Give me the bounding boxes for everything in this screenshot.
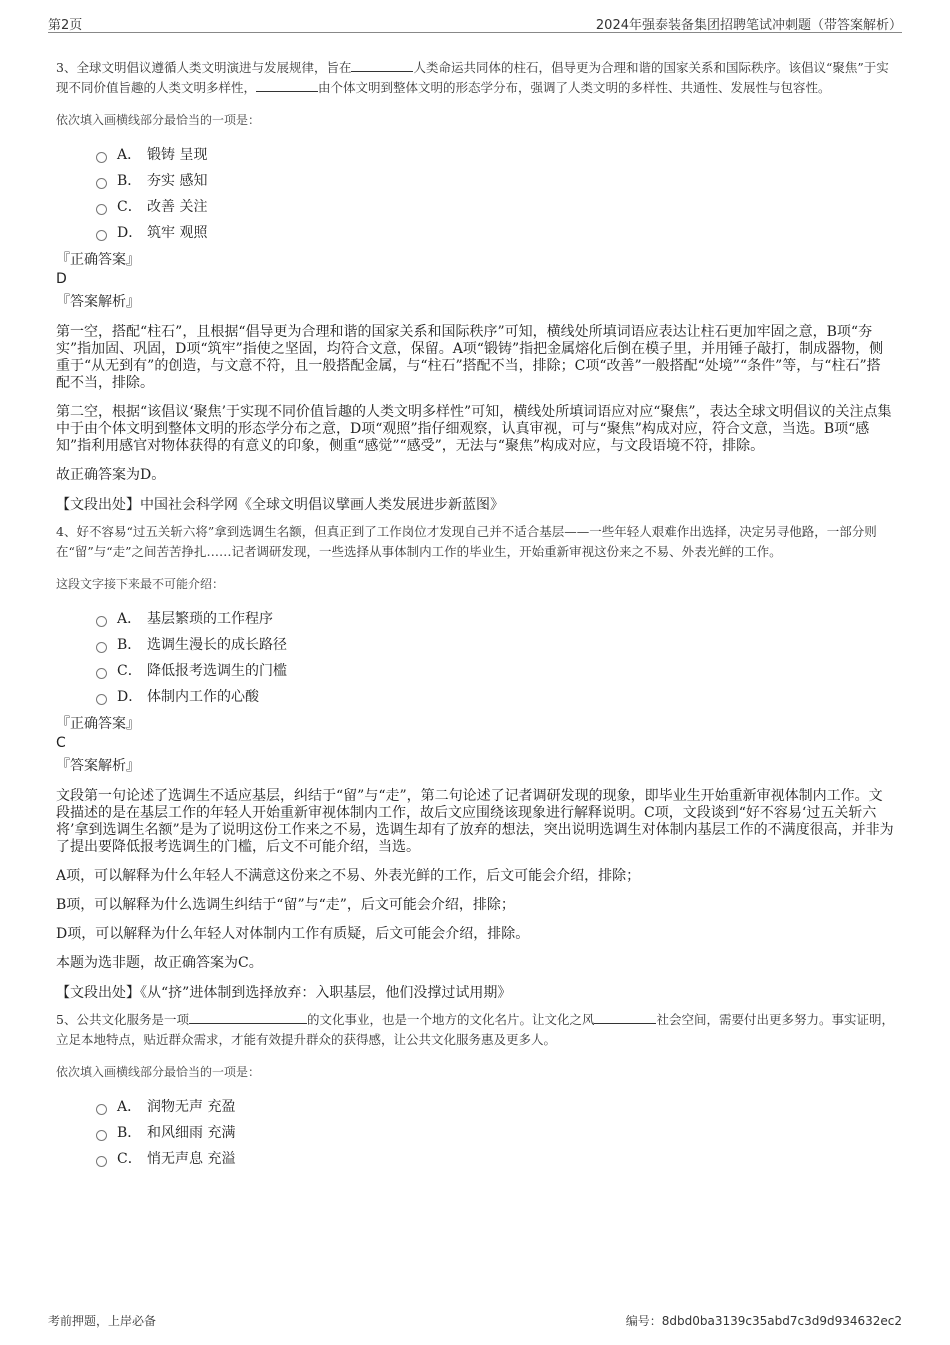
option-b[interactable]: B． 选调生漫长的成长路径 bbox=[96, 632, 894, 658]
radio-icon[interactable] bbox=[96, 616, 107, 627]
radio-icon[interactable] bbox=[96, 642, 107, 653]
option-b[interactable]: B． 和风细雨 充满 bbox=[96, 1120, 894, 1146]
page-footer bbox=[48, 1312, 902, 1332]
question-3 bbox=[56, 58, 894, 514]
answer-blank bbox=[594, 1011, 656, 1024]
analysis-conclusion: 故正确答案为D。 bbox=[56, 467, 166, 483]
footer-slogan: 考前押题，上岸必备 bbox=[48, 1314, 157, 1328]
document-body bbox=[56, 58, 894, 1172]
option-a[interactable]: A． 锻铸 呈现 bbox=[96, 142, 894, 168]
analysis-paragraph: 文段第一句论述了选调生不适应基层，纠结于“留”与“走”，第二句论述了记者调研发现的现象，即毕业生开始重新审视体制内工作。文段描述的是在基层工作的年轻人开始重新审视体制内工作，故后文应围绕该现象进行解释说明。C项，文段谈到“好不容易‘过五关斩六将’拿到选调生名额”是为了说明这份工作来之不易，选调生却有了放弃的想法，突出说明选调生对体制内基层工作的不满度很高，并非为了提出要降低报考选调生的门槛，后文不可能介绍，当选。 bbox=[56, 788, 894, 855]
answer-blank bbox=[189, 1011, 307, 1024]
radio-icon[interactable] bbox=[96, 694, 107, 705]
radio-icon[interactable] bbox=[96, 178, 107, 189]
analysis-paragraph: 第二空，根据“该倡议‘聚焦’于实现不同价值旨趣的人类文明多样性”可知，横线处所填词语应对应“聚焦”，表达全球文明倡议的关注点集中于由个体文明到整体文明的形态学分布之意，D项“观照”指仔细观察，认真审视，可与“聚焦”构成对应，符合文意，当选。B项“感知”指利用感官对物体获得的有意义的印象，侧重“感觉”“感受”，无法与“聚焦”构成对应，与文段语境不符，排除。 bbox=[56, 404, 892, 454]
question-5 bbox=[56, 1010, 894, 1172]
question-prompt: 这段文字接下来最不可能介绍： bbox=[56, 577, 225, 591]
option-list bbox=[96, 142, 894, 246]
source-citation: 【文段出处】中国社会科学网《全球文明倡议擘画人类发展进步新蓝图》 bbox=[56, 497, 504, 513]
question-stem: 3、全球文明倡议遵循人类文明演进与发展规律，旨在 人类命运共同体的柱石，倡导更为合理和谐的国家关系和国际秩序。该倡议“聚焦”于实现不同价值旨趣的人类文明多样性， 由个体文明到整体文明的形态学分布，强调了人类文明的多样性、共通性、发展性与包容性。 bbox=[56, 60, 889, 95]
analysis-heading: 『答案解析』 bbox=[56, 758, 140, 774]
answer-blank bbox=[351, 59, 413, 72]
answer-blank bbox=[256, 79, 318, 92]
page-number: 第2页 bbox=[48, 18, 83, 33]
option-c[interactable]: C． 降低报考选调生的门槛 bbox=[96, 658, 894, 684]
document-title: 2024年强泰装备集团招聘笔试冲刺题（带答案解析） bbox=[595, 18, 902, 33]
page-header bbox=[48, 10, 902, 33]
radio-icon[interactable] bbox=[96, 1130, 107, 1141]
radio-icon[interactable] bbox=[96, 152, 107, 163]
radio-icon[interactable] bbox=[96, 1104, 107, 1115]
correct-answer-heading: 『正确答案』 bbox=[56, 252, 140, 268]
analysis-paragraph: 第一空，搭配“柱石”，且根据“倡导更为合理和谐的国家关系和国际秩序”可知，横线处所填词语应表达让柱石更加牢固之意，B项“夯实”指加固、巩固，D项“筑牢”指使之坚固，均符合文意，保留。A项“锻铸”指把金属熔化后倒在模子里，并用锤子敲打，制成器物，侧重于“从无到有”的创造，与文意不符，且一般搭配金属，与“柱石”搭配不当，排除；C项“改善”一般搭配“处境”“条件”等，与“柱石”搭配不当，排除。 bbox=[56, 324, 884, 391]
radio-icon[interactable] bbox=[96, 1156, 107, 1167]
radio-icon[interactable] bbox=[96, 230, 107, 241]
question-prompt: 依次填入画横线部分最恰当的一项是： bbox=[56, 113, 261, 127]
document-id: 编号：8dbd0ba3139c35abd7c3d9d934632ec2 bbox=[625, 1314, 902, 1328]
radio-icon[interactable] bbox=[96, 668, 107, 679]
correct-answer: C bbox=[56, 735, 66, 751]
question-prompt: 依次填入画横线部分最恰当的一项是： bbox=[56, 1065, 261, 1079]
correct-answer-heading: 『正确答案』 bbox=[56, 716, 140, 732]
option-c[interactable]: C． 改善 关注 bbox=[96, 194, 894, 220]
analysis-conclusion: 本题为选非题，故正确答案为C。 bbox=[56, 955, 263, 971]
option-c[interactable]: C． 悄无声息 充溢 bbox=[96, 1146, 894, 1172]
option-d[interactable]: D． 体制内工作的心酸 bbox=[96, 684, 894, 710]
option-a[interactable]: A． 基层繁琐的工作程序 bbox=[96, 606, 894, 632]
correct-answer: D bbox=[56, 271, 67, 287]
analysis-paragraph: D项，可以解释为什么年轻人对体制内工作有质疑，后文可能会介绍，排除。 bbox=[56, 926, 530, 942]
analysis-heading: 『答案解析』 bbox=[56, 294, 140, 310]
question-4 bbox=[56, 522, 894, 1002]
question-stem: 4、好不容易“过五关斩六将”拿到选调生名额，但真正到了工作岗位才发现自己并不适合基层——一些年轻人艰难作出选择，决定另寻他路，一部分则在“留”与“走”之间苦苦挣扎……记者调研发现，一些选择从事体制内工作的毕业生，开始重新审视这份来之不易、外表光鲜的工作。 bbox=[56, 524, 877, 559]
analysis-paragraph: B项，可以解释为什么选调生纠结于“留”与“走”，后文可能会介绍，排除； bbox=[56, 897, 515, 913]
source-citation: 【文段出处】《从“挤”进体制到选择放弃：入职基层，他们没撑过试用期》 bbox=[56, 985, 512, 1001]
option-list bbox=[96, 1094, 894, 1172]
option-a[interactable]: A． 润物无声 充盈 bbox=[96, 1094, 894, 1120]
option-list bbox=[96, 606, 894, 710]
radio-icon[interactable] bbox=[96, 204, 107, 215]
analysis-paragraph: A项，可以解释为什么年轻人不满意这份来之不易、外表光鲜的工作，后文可能会介绍，排除； bbox=[56, 868, 641, 884]
question-stem: 5、公共文化服务是一项 的文化事业，也是一个地方的文化名片。让文化之风 社会空间，需要付出更多努力。事实证明，立足本地特点，贴近群众需求，才能有效提升群众的获得感，让公共文化服务惠及更多人。 bbox=[56, 1012, 894, 1047]
option-b[interactable]: B． 夯实 感知 bbox=[96, 168, 894, 194]
option-d[interactable]: D． 筑牢 观照 bbox=[96, 220, 894, 246]
